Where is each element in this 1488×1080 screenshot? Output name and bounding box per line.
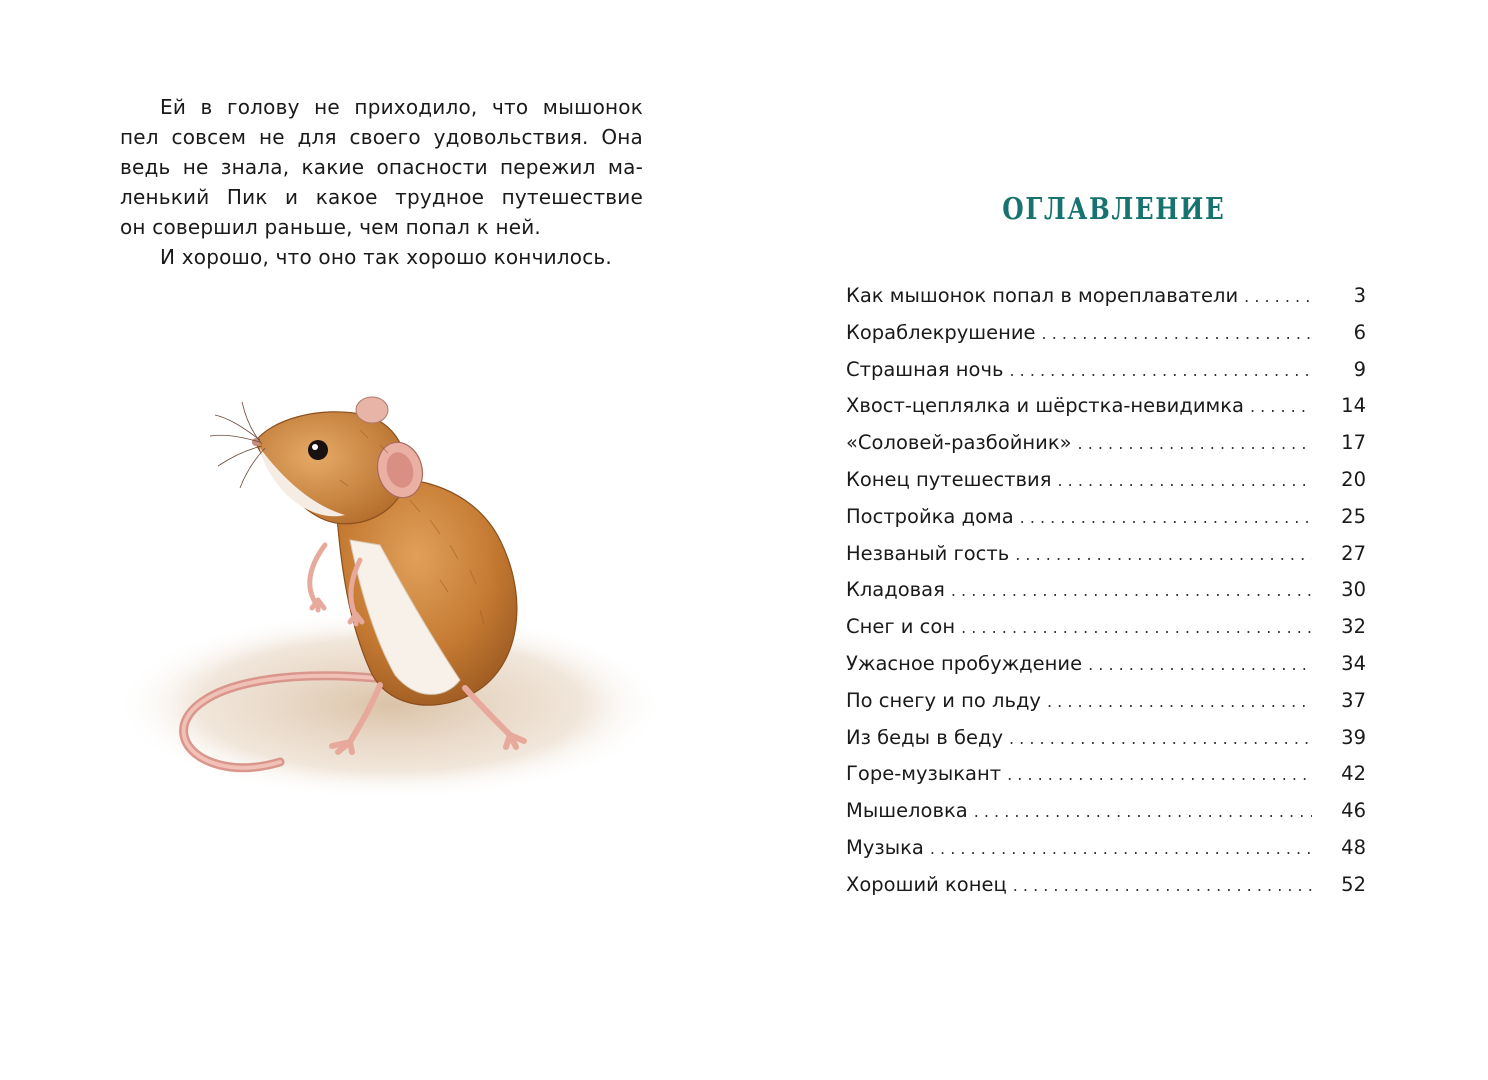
mouse-illustration [110,370,670,830]
toc-entry-title: Снег и сон [846,615,956,639]
mouse-ear-back [356,397,388,423]
toc-entry[interactable] [846,578,1366,615]
toc-leader-dots [1078,434,1312,453]
toc-leader-dots [974,802,1312,821]
toc-leader-dots [1244,287,1312,306]
table-of-contents [846,284,1366,910]
toc-leader-dots [1009,361,1312,380]
right-page [744,0,1488,1080]
toc-leader-dots [1042,324,1312,343]
toc-leader-dots [1088,655,1312,674]
toc-entry-page: 27 [1341,541,1366,565]
story-line: он совершил раньше, чем попал к ней. [120,215,541,239]
toc-entry-page: 34 [1341,651,1366,675]
toc-entry-title: Страшная ночь [846,357,1004,381]
toc-entry-page: 37 [1341,688,1366,712]
toc-entry-title: Незваный гость [846,541,1010,565]
toc-entry[interactable] [846,726,1366,763]
toc-entry[interactable] [846,652,1366,689]
toc-title: ОГЛАВЛЕНИЕ [1002,192,1226,227]
toc-entry-title: Хвост-цеплялка и шёрстка-невидимка [846,394,1244,418]
toc-entry-page: 14 [1341,394,1366,418]
toc-leader-dots [961,618,1312,637]
story-line: пел совсем не для своего удовольствия. Она [120,125,643,149]
toc-leader-dots [1057,471,1312,490]
toc-entry-title: Конец путешествия [846,467,1052,491]
mouse-front-paw [310,545,325,610]
toc-entry[interactable] [846,358,1366,395]
toc-leader-dots [1013,876,1312,895]
toc-entry[interactable] [846,284,1366,321]
toc-entry-page: 46 [1341,799,1366,823]
toc-leader-dots [930,839,1312,858]
toc-entry-page: 3 [1353,284,1366,307]
toc-entry[interactable] [846,431,1366,468]
toc-entry-page: 20 [1341,467,1366,491]
toc-entry-title: Ужасное пробуждение [846,651,1083,675]
story-line: И хорошо, что оно так хорошо кончилось. [160,245,612,269]
toc-entry[interactable] [846,468,1366,505]
toc-leader-dots [951,581,1312,600]
toc-entry-page: 17 [1341,431,1366,455]
toc-entry-title: Как мышонок попал в мореплаватели [846,284,1239,307]
toc-entry-title: Хороший конец [846,872,1007,896]
toc-entry-page: 32 [1341,615,1366,639]
toc-leader-dots [1020,508,1312,527]
toc-entry[interactable] [846,799,1366,836]
story-text [120,92,643,272]
toc-entry[interactable] [846,873,1366,910]
toc-entry[interactable] [846,542,1366,579]
story-line: ленький Пик и какое трудное путешествие [120,185,643,209]
toc-entry-page: 42 [1341,762,1366,786]
toc-entry-page: 52 [1341,872,1366,896]
toc-entry[interactable] [846,505,1366,542]
toc-entry-page: 48 [1341,835,1366,859]
toc-entry-title: По снегу и по льду [846,688,1041,712]
toc-leader-dots [1007,765,1312,784]
toc-entry-title: Кораблекрушение [846,320,1036,344]
toc-entry[interactable] [846,762,1366,799]
toc-entry-title: Мышеловка [846,799,968,823]
toc-entry-page: 9 [1353,357,1366,381]
toc-leader-dots [1250,397,1312,416]
toc-entry[interactable] [846,836,1366,873]
toc-entry[interactable] [846,689,1366,726]
toc-entry[interactable] [846,321,1366,358]
toc-entry-title: Горе-музыкант [846,762,1002,786]
toc-entry-title: Музыка [846,835,924,859]
toc-entry-page: 6 [1353,320,1366,344]
toc-leader-dots [1047,692,1312,711]
toc-entry-title: Постройка дома [846,504,1014,528]
toc-entry[interactable] [846,615,1366,652]
toc-entry-page: 30 [1341,578,1366,602]
toc-entry-title: Из беды в беду [846,725,1003,749]
toc-entry[interactable] [846,394,1366,431]
toc-entry-title: «Соловей-разбойник» [846,431,1072,455]
toc-leader-dots [1015,545,1312,564]
toc-entry-page: 39 [1341,725,1366,749]
mouse-eye [308,440,328,460]
story-line: ведь не знала, какие опасности пережил ма- [120,155,643,179]
toc-entry-title: Кладовая [846,578,945,602]
toc-entry-page: 25 [1341,504,1366,528]
toc-leader-dots [1009,729,1312,748]
story-line: Ей в голову не приходило, что мышонок [160,95,643,119]
